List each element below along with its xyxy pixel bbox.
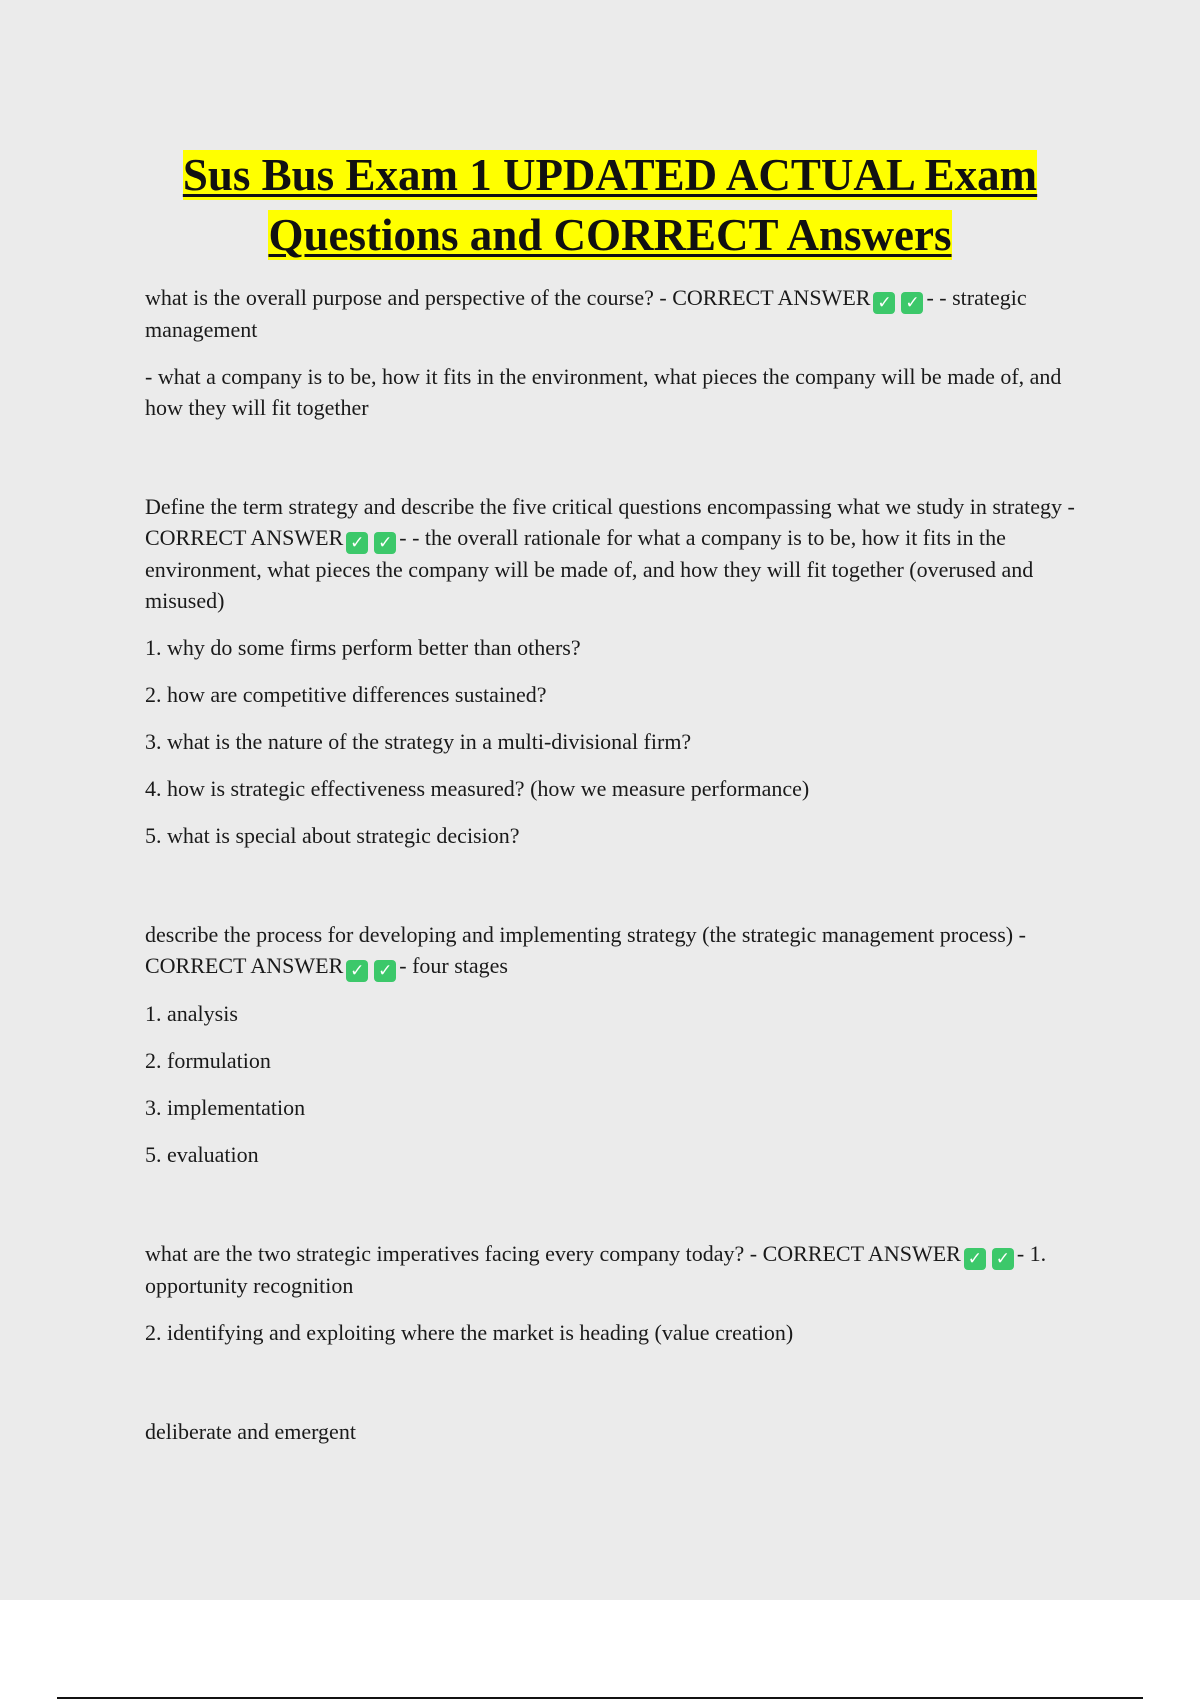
list-item: 4. how is strategic effectiveness measured? (how we measure performance) [145,776,810,801]
spacer [145,867,1085,919]
qa-block-4 [145,1238,1085,1301]
question-text: what are the two strategic imperatives facing every company today? - CORRECT ANSWER [145,1241,961,1266]
list-item: 2. formulation [145,1048,271,1073]
list-item: 2. how are competitive differences sustained? [145,682,547,707]
list-item: 5. evaluation [145,1142,259,1167]
qa-block-5 [145,1416,1085,1447]
list-item: 1. analysis [145,1001,238,1026]
list-item: 2. identifying and exploiting where the market is heading (value creation) [145,1320,794,1345]
check-mark-icon: ✓ [346,960,368,982]
document-title: Sus Bus Exam 1 UPDATED ACTUAL Exam Questions and CORRECT Answers [182,150,1038,260]
qa-block-1 [145,282,1085,345]
list-item: 3. implementation [145,1095,306,1120]
spacer [145,439,1085,491]
list-item: 3. what is the nature of the strategy in a multi-divisional firm? [145,729,692,754]
document-body [145,282,1085,1463]
check-mark-icon: ✓ [374,532,396,554]
check-mark-icon: ✓ [992,1248,1014,1270]
answer-text: - - the overall rationale for what a company is to be, how it fits in the environment, what pieces the company will be made of, and how they will fit together (overused and misused) [145,525,1034,613]
answer-detail: - what a company is to be, how it fits in the environment, what pieces the company will be made of, and how they will fit together [145,364,1062,420]
answer-text: - - strategic management [145,285,1027,342]
qa-block-2 [145,491,1085,616]
list-item: 5. what is special about strategic decision? [145,823,520,848]
answer-text: - 1. opportunity recognition [145,1241,1047,1298]
question-text: deliberate and emergent [145,1419,356,1444]
spacer [145,1364,1085,1416]
answer-text: - four stages [399,953,508,978]
qa-block-3 [145,919,1085,982]
title-block [130,145,1090,265]
question-text: Define the term strategy and describe the five critical questions encompassing what we study in strategy - CORRECT ANSWER [145,494,1075,550]
page-divider [57,1697,1143,1699]
question-text: what is the overall purpose and perspective of the course? - CORRECT ANSWER [145,285,871,310]
check-mark-icon: ✓ [346,532,368,554]
check-mark-icon: ✓ [374,960,396,982]
check-mark-icon: ✓ [901,292,923,314]
spacer [145,1186,1085,1238]
check-mark-icon: ✓ [964,1248,986,1270]
check-mark-icon: ✓ [873,292,895,314]
list-item: 1. why do some firms perform better than others? [145,635,581,660]
question-text: describe the process for developing and implementing strategy (the strategic management process) - CORRECT ANSWER [145,922,1026,978]
